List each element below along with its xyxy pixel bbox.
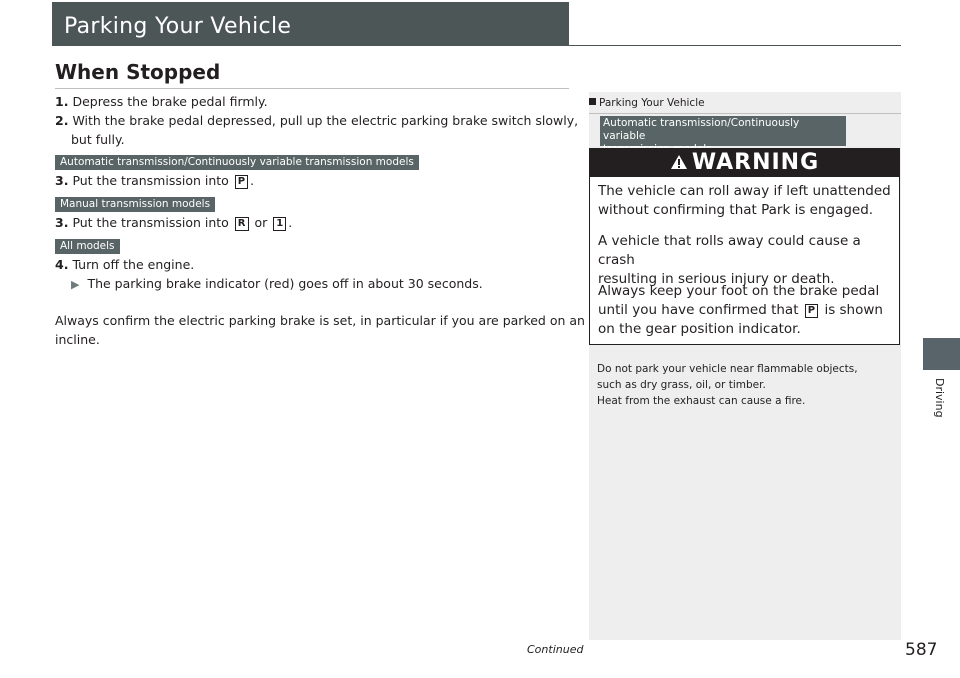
chapter-tab[interactable] — [923, 338, 960, 370]
page-number: 587 — [905, 640, 938, 660]
sidebar-title: Parking Your Vehicle — [589, 97, 705, 109]
warning-header: WARNING — [590, 149, 899, 177]
step-3-automatic: 3. Put the transmission into P . — [55, 173, 255, 188]
gear-key-p: P — [235, 175, 248, 189]
warning-triangle-icon — [670, 154, 688, 170]
step-4-result: ▶ The parking brake indicator (red) goes off in about 30 seconds. — [71, 276, 483, 291]
step-2-continued: but fully. — [71, 132, 125, 147]
tag-all-models: All models — [55, 239, 120, 254]
continued-label: Continued — [527, 643, 584, 656]
title-rule — [569, 45, 901, 46]
tag-manual-models: Manual transmission models — [55, 197, 215, 212]
chapter-label: Driving — [933, 378, 946, 418]
warning-text-2: A vehicle that rolls away could cause a crash resulting in serious injury or death. — [598, 233, 861, 287]
step-4: 4. Turn off the engine. — [55, 257, 195, 272]
reference-marker-icon — [589, 98, 596, 105]
fire-note-line2: such as dry grass, oil, or timber. — [597, 379, 766, 391]
section-divider — [55, 88, 569, 89]
chevron-right-icon: ▶ — [71, 278, 80, 291]
tag-automatic-cvt-models: Automatic transmission/Continuously variable transmission models — [55, 155, 419, 170]
warning-text-3: Always keep your foot on the brake pedal until you have confirmed that P is shown on the gear position indicator. — [598, 283, 883, 337]
page-title-bar — [52, 2, 569, 46]
caution-paragraph-line2: incline. — [55, 332, 100, 347]
warning-box — [589, 148, 900, 345]
fire-note-line1: Do not park your vehicle near flammable objects, — [597, 363, 858, 375]
warning-text-1: The vehicle can roll away if left unattended without confirming that Park is engaged. — [598, 183, 891, 218]
step-3-manual: 3. Put the transmission into R or 1 . — [55, 215, 293, 230]
step-1: 1. Depress the brake pedal firmly. — [55, 94, 268, 109]
sidebar-tag-automatic-cvt: Automatic transmission/Continuously variable — [600, 116, 846, 146]
caution-paragraph-line1: Always confirm the electric parking brake is set, in particular if you are parked on an — [55, 313, 585, 328]
gear-key-p-warning: P — [805, 304, 818, 318]
page-title: Parking Your Vehicle — [64, 14, 292, 39]
gear-key-r: R — [235, 217, 249, 231]
fire-note-line3: Heat from the exhaust can cause a fire. — [597, 395, 806, 407]
section-heading: When Stopped — [55, 60, 221, 84]
gear-key-1: 1 — [273, 217, 286, 231]
sidebar-rule — [589, 113, 901, 114]
step-2: 2. With the brake pedal depressed, pull up the electric parking brake switch slowly, — [55, 113, 579, 128]
